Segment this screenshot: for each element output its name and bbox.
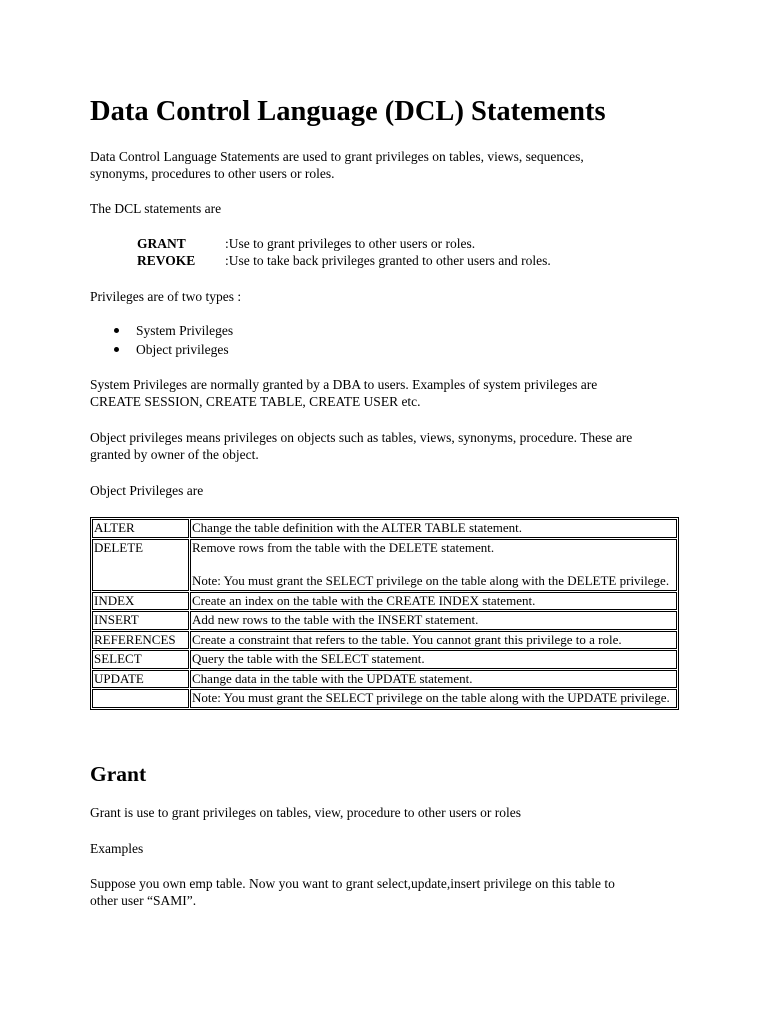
list-item: System Privileges <box>136 323 234 338</box>
statement-keyword: REVOKE <box>137 253 196 268</box>
privilege-name <box>92 689 189 708</box>
privilege-description: Create an index on the table with the CREATE INDEX statement. <box>190 592 677 611</box>
table-row <box>92 592 677 611</box>
types-heading: Privileges are of two types : <box>90 289 242 304</box>
bullet-icon <box>114 347 119 352</box>
system-privileges-paragraph <box>90 376 597 410</box>
privilege-name: REFERENCES <box>92 631 189 650</box>
page-title: Data Control Language (DCL) Statements <box>90 96 606 127</box>
privilege-description: Note: You must grant the SELECT privilege on the table along with the UPDATE privilege. <box>190 689 677 708</box>
description-line: Remove rows from the table with the DELETE statement. <box>192 539 495 555</box>
table-row <box>92 670 677 689</box>
text-line: System Privileges are normally granted by a DBA to users. Examples of system privileges are <box>90 377 598 392</box>
grant-paragraph: Grant is use to grant privileges on tables, view, procedure to other users or roles <box>90 805 522 820</box>
examples-heading: Examples <box>90 841 144 856</box>
table-row <box>92 631 677 650</box>
privilege-name: DELETE <box>92 539 189 591</box>
table-row <box>92 539 677 591</box>
privilege-description: Change the table definition with the ALTER TABLE statement. <box>190 519 677 538</box>
object-privileges-paragraph <box>90 429 632 463</box>
table-row <box>92 611 677 630</box>
privilege-name: UPDATE <box>92 670 189 689</box>
list-item: Object privileges <box>136 342 229 357</box>
text-line: granted by owner of the object. <box>90 447 259 462</box>
privilege-description: Query the table with the SELECT statement. <box>190 650 677 669</box>
dcl-heading: The DCL statements are <box>90 201 222 216</box>
text-line: Object privileges means privileges on objects such as tables, views, synonyms, procedure. These are <box>90 430 633 445</box>
description-note: Note: You must grant the SELECT privilege on the table along with the DELETE privilege. <box>192 573 670 588</box>
object-heading: Object Privileges are <box>90 483 204 498</box>
text-line: synonyms, procedures to other users or roles. <box>90 166 335 181</box>
privilege-description: Change data in the table with the UPDATE statement. <box>190 670 677 689</box>
privilege-name: INDEX <box>92 592 189 611</box>
bullet-icon <box>114 328 119 333</box>
example-paragraph <box>90 875 615 909</box>
statement-description: :Use to take back privileges granted to other users and roles. <box>225 253 551 268</box>
privilege-description: Create a constraint that refers to the table. You cannot grant this privilege to a role. <box>190 631 677 650</box>
text-line: CREATE SESSION, CREATE TABLE, CREATE USER etc. <box>90 394 421 409</box>
table-row <box>92 519 677 538</box>
statement-keyword: GRANT <box>137 236 186 251</box>
privilege-name: ALTER <box>92 519 189 538</box>
privilege-description: Add new rows to the table with the INSERT statement. <box>190 611 677 630</box>
table-row <box>92 650 677 669</box>
grant-heading: Grant <box>90 762 147 786</box>
privilege-description <box>190 539 677 591</box>
privilege-name: SELECT <box>92 650 189 669</box>
table-row <box>92 689 677 708</box>
text-line: Suppose you own emp table. Now you want to grant select,update,insert privilege on this table to <box>90 876 615 891</box>
text-line: Data Control Language Statements are used to grant privileges on tables, views, sequences, <box>90 149 584 164</box>
text-line: other user “SAMI”. <box>90 893 197 908</box>
privileges-table <box>90 517 679 710</box>
intro-paragraph <box>90 148 584 182</box>
statement-description: :Use to grant privileges to other users or roles. <box>225 236 476 251</box>
privilege-name: INSERT <box>92 611 189 630</box>
